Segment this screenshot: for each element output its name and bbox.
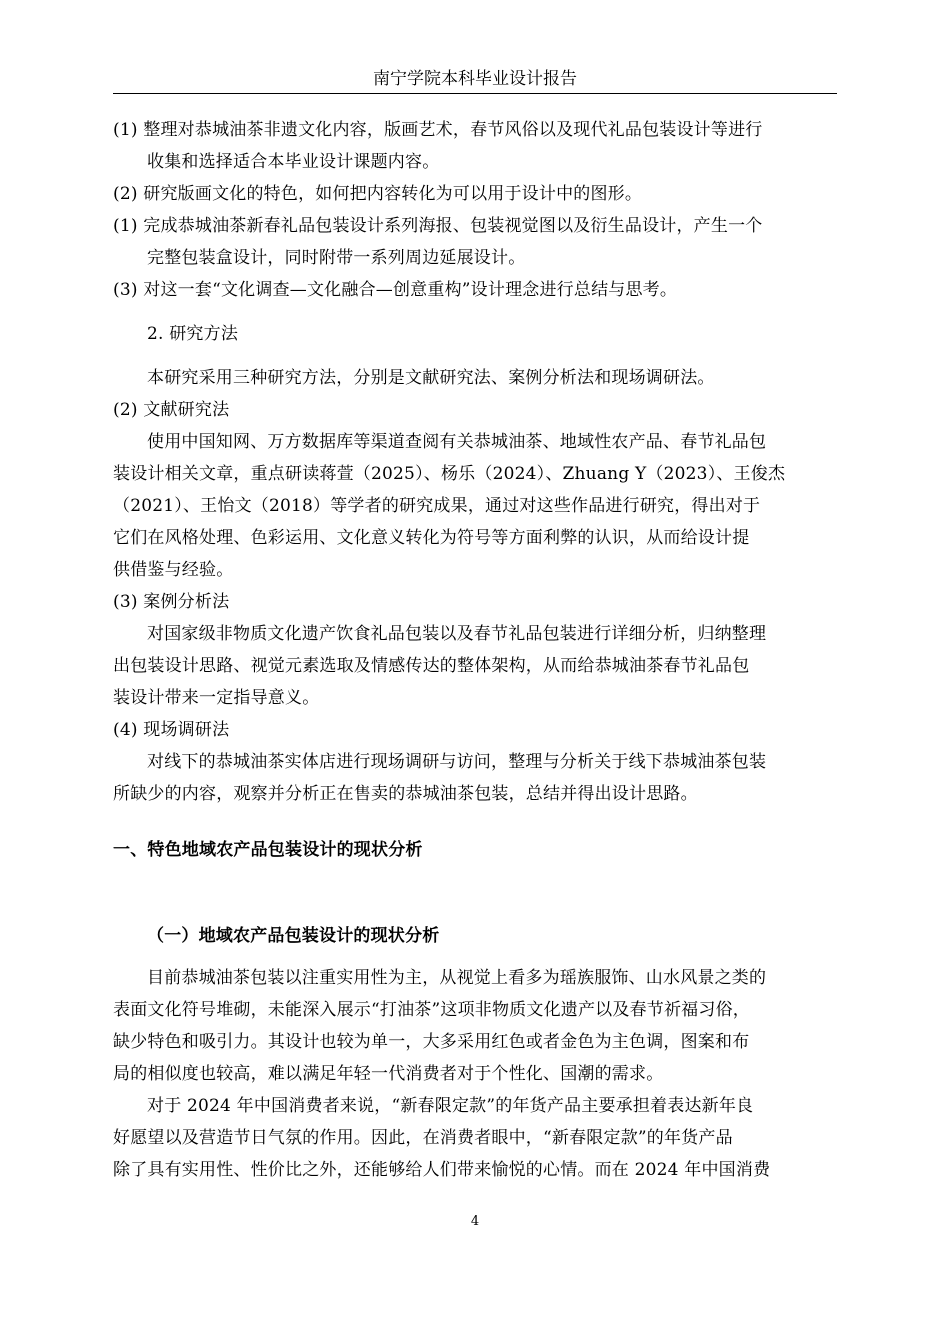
list-item-continuation: 收集和选择适合本毕业设计课题内容。 <box>147 152 440 172</box>
paragraph-line: 除了具有实用性、性价比之外，还能够给人们带来愉悦的心情。而在 2024 年中国消费 <box>113 1160 771 1180</box>
paragraph-line: 使用中国知网、万方数据库等渠道查阅有关恭城油茶、地域性农产品、春节礼品包 <box>147 432 767 452</box>
page-header: 南宁学院本科毕业设计报告 <box>373 69 577 89</box>
paragraph-line: 对国家级非物质文化遗产饮食礼品包装以及春节礼品包装进行详细分析，归纳整理 <box>147 624 767 644</box>
paragraph-line: 表面文化符号堆砌，未能深入展示“打油茶”这项非物质文化遗产以及春节祈福习俗， <box>113 1000 750 1020</box>
paragraph-line: 出包装设计思路、视觉元素选取及情感传达的整体架构，从而给恭城油茶春节礼品包 <box>113 656 750 676</box>
paragraph-line: 对线下的恭城油茶实体店进行现场调研与访问，整理与分析关于线下恭城油茶包装 <box>147 752 767 772</box>
paragraph-line: 它们在风格处理、色彩运用、文化意义转化为符号等方面利弊的认识，从而给设计提 <box>113 528 750 548</box>
paragraph-line: 好愿望以及营造节日气氛的作用。因此，在消费者眼中，“新春限定款”的年货产品 <box>113 1128 733 1148</box>
paragraph-line: 装设计带来一定指导意义。 <box>113 688 320 708</box>
list-item-continuation: 完整包装盒设计，同时附带一系列周边延展设计。 <box>147 248 526 268</box>
paragraph-line: 局的相似度也较高，难以满足年轻一代消费者对于个性化、国潮的需求。 <box>113 1064 664 1084</box>
subsection-heading: （一）地域农产品包装设计的现状分析 <box>147 926 440 946</box>
paragraph-line: （2021）、王怡文（2018）等学者的研究成果，通过对这些作品进行研究，得出对于 <box>113 496 761 516</box>
list-item: (2) 研究版画文化的特色，如何把内容转化为可以用于设计中的图形。 <box>113 184 643 204</box>
paragraph-line: 所缺少的内容，观察并分析正在售卖的恭城油茶包装，总结并得出设计思路。 <box>113 784 698 804</box>
method-label: (2) 文献研究法 <box>113 400 230 420</box>
paragraph-line: 缺少特色和吸引力。其设计也较为单一，大多采用红色或者金色为主色调，图案和布 <box>113 1032 750 1052</box>
method-label: (3) 案例分析法 <box>113 592 230 612</box>
paragraph-line: 供借鉴与经验。 <box>113 560 234 580</box>
method-label: (4) 现场调研法 <box>113 720 230 740</box>
header-rule <box>113 93 837 94</box>
section-heading: 2. 研究方法 <box>147 324 239 344</box>
page-number: 4 <box>470 1214 480 1229</box>
list-item: (1) 整理对恭城油茶非遗文化内容，版画艺术，春节风俗以及现代礼品包装设计等进行 <box>113 120 763 140</box>
list-item: (3) 对这一套“文化调查—文化融合—创意重构”设计理念进行总结与思考。 <box>113 280 678 300</box>
chapter-heading: 一、特色地域农产品包装设计的现状分析 <box>113 840 423 860</box>
paragraph-line: 对于 2024 年中国消费者来说，“新春限定款”的年货产品主要承担着表达新年良 <box>147 1096 754 1116</box>
paragraph-line: 本研究采用三种研究方法，分别是文献研究法、案例分析法和现场调研法。 <box>147 368 715 388</box>
list-item: (1) 完成恭城油茶新春礼品包装设计系列海报、包装视觉图以及衍生品设计，产生一个 <box>113 216 763 236</box>
paragraph-line: 目前恭城油茶包装以注重实用性为主，从视觉上看多为瑶族服饰、山水风景之类的 <box>147 968 767 988</box>
paragraph-line: 装设计相关文章，重点研读蒋萱（2025）、杨乐（2024）、Zhuang Y（2023）、王俊杰 <box>113 464 786 484</box>
